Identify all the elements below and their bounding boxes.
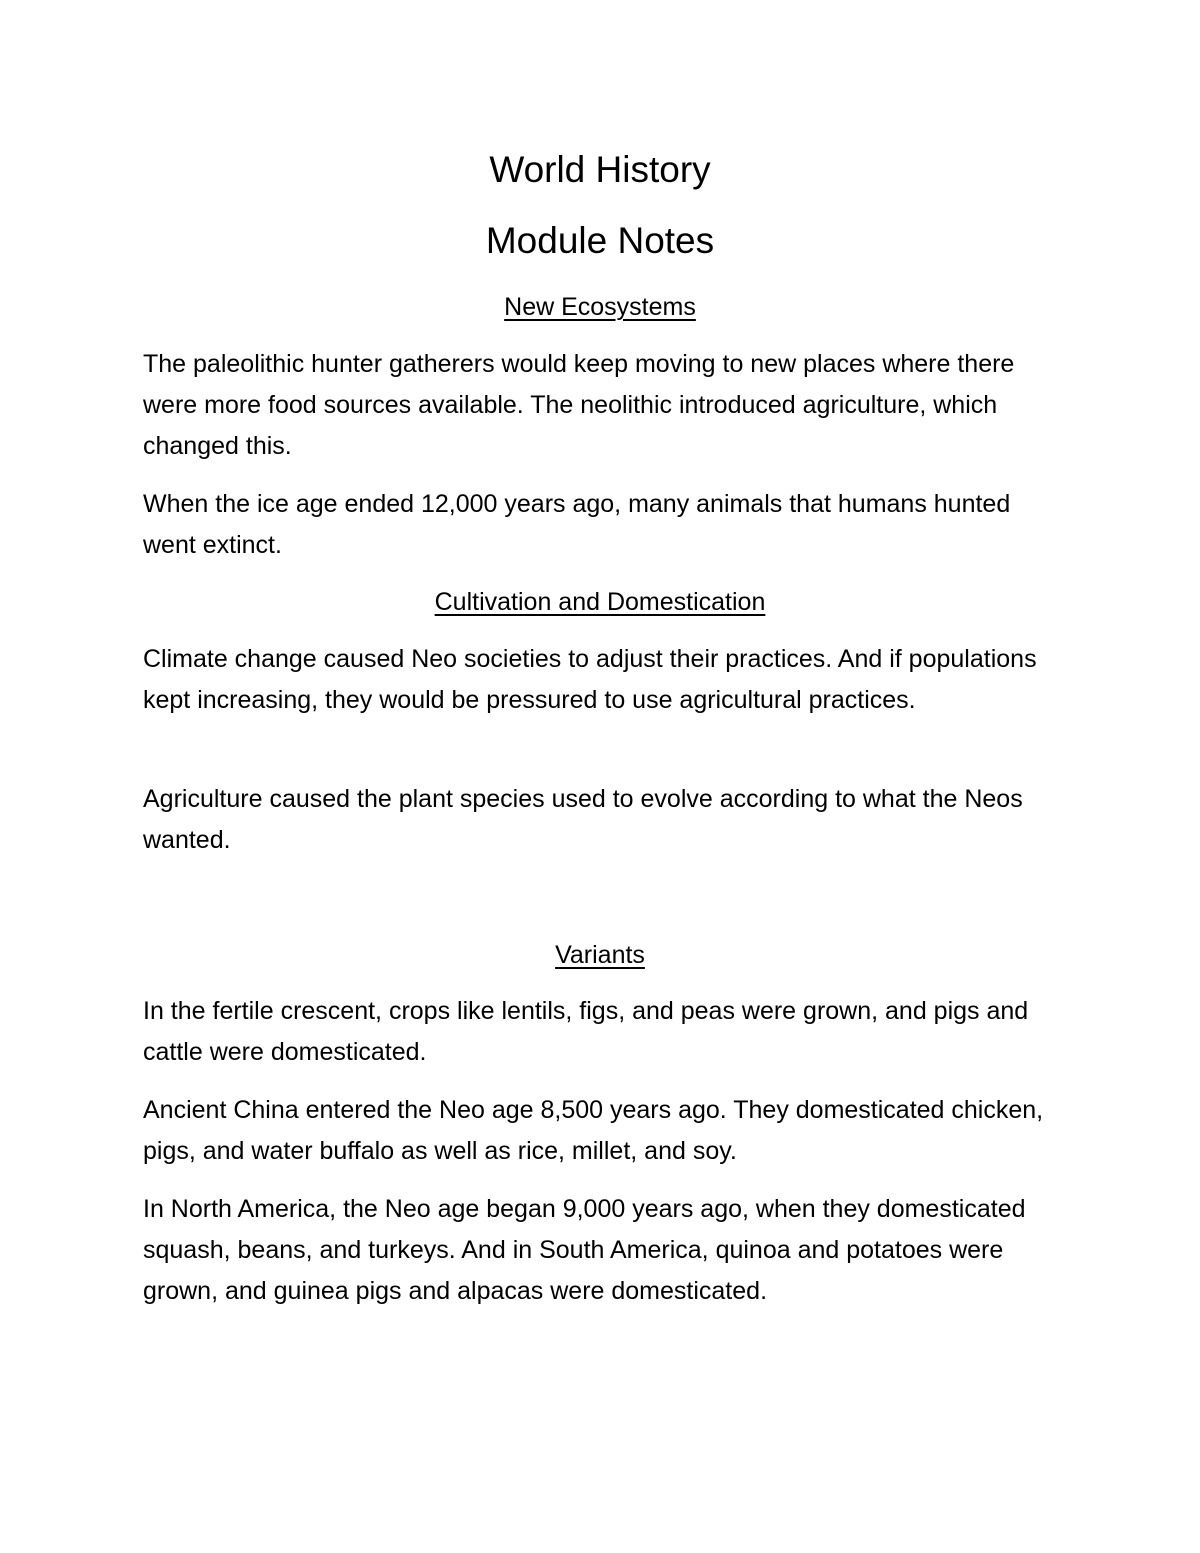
section-heading-variants (0, 940, 1200, 970)
document-subtitle: Module Notes (485, 220, 715, 261)
section-heading-label: Variants (555, 941, 645, 969)
section-heading-label: New Ecosystems (504, 293, 696, 321)
paragraph: When the ice age ended 12,000 years ago, many animals that humans hunted went extinct. (143, 490, 1011, 559)
section-heading-cultivation-domestication (0, 587, 1200, 617)
paragraph: The paleolithic hunter gatherers would keep moving to new places where there were more food sources available. The neolithic introduced agriculture, which changed this. (143, 350, 1015, 460)
section-heading-label: Cultivation and Domestication (434, 588, 766, 616)
paragraph: In North America, the Neo age began 9,000 years ago, when they domesticated squash, beans, and turkeys. And in South America, quinoa and potatoes were grown, and guinea pigs and alpacas were domesticated. (143, 1195, 1026, 1305)
document-title: World History (489, 149, 711, 190)
section-heading-new-ecosystems (0, 292, 1200, 322)
paragraph: In the fertile crescent, crops like lentils, figs, and peas were grown, and pigs and cattle were domesticated. (143, 997, 1029, 1066)
paragraph: Agriculture caused the plant species used to evolve according to what the Neos wanted. (143, 785, 1023, 854)
paragraph: Ancient China entered the Neo age 8,500 years ago. They domesticated chicken, pigs, and water buffalo as well as rice, millet, and soy. (143, 1096, 1044, 1165)
paragraph: Climate change caused Neo societies to adjust their practices. And if populations kept increasing, they would be pressured to use agricultural practices. (143, 645, 1037, 714)
